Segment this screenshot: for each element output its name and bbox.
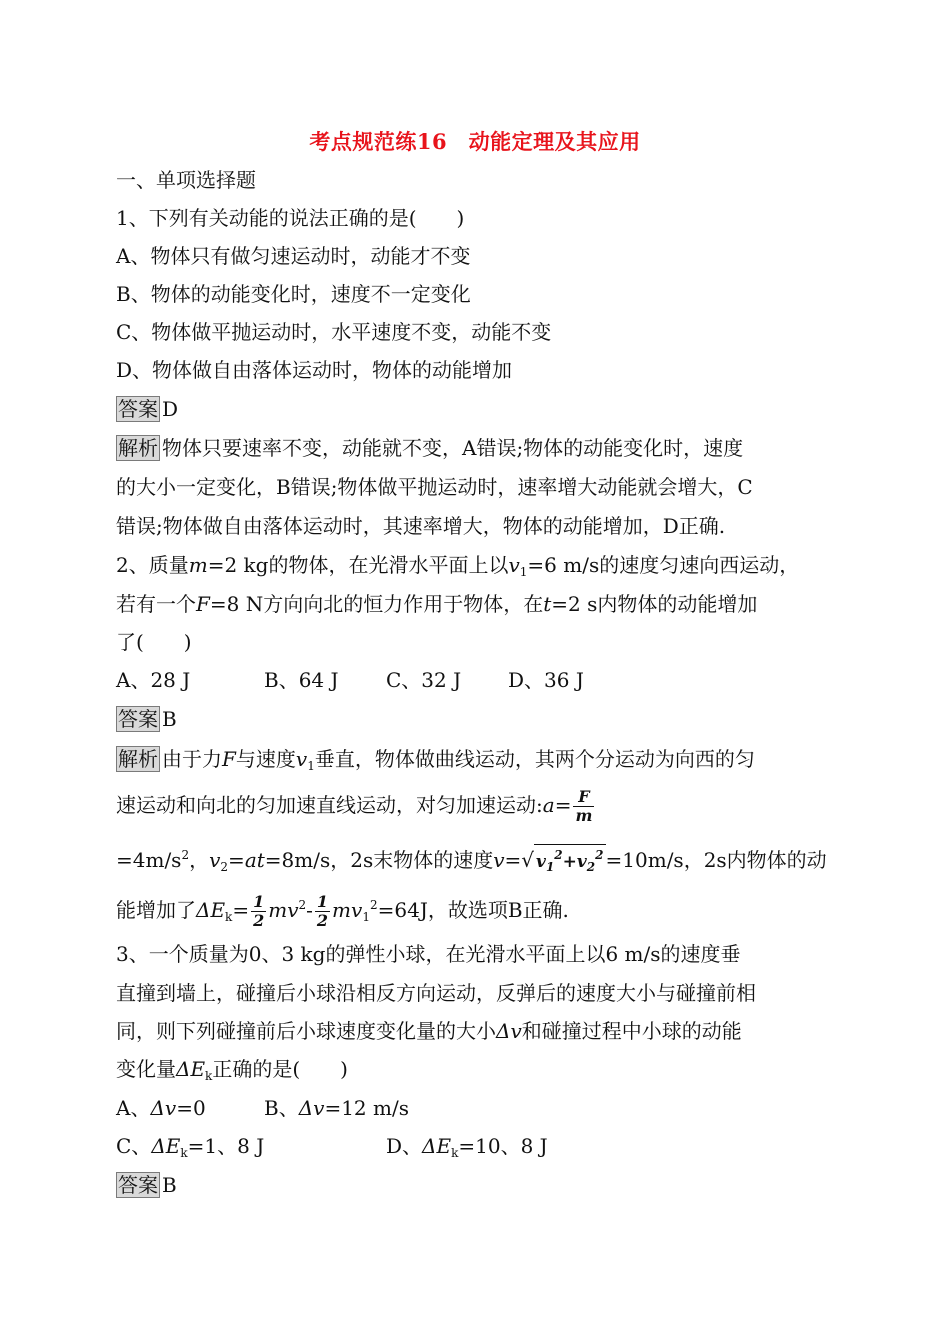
- subscript: 2: [586, 860, 596, 874]
- q2-text: =6 m/s的速度匀速向西运动，: [527, 553, 800, 577]
- q1-option-c: C、物体做平抛运动时，水平速度不变，动能不变: [116, 320, 552, 344]
- q3-answer-value: B: [162, 1173, 177, 1197]
- q1-stem: 1、下列有关动能的说法正确的是( ): [116, 206, 465, 230]
- superscript: 2: [369, 898, 378, 912]
- q3-options-row-1: [116, 1093, 409, 1123]
- var-a: a: [542, 793, 555, 817]
- q3-stem-line-1: 3、一个质量为0、3 kg的弹性小球，在光滑水平面上以6 m/s的速度垂: [116, 942, 741, 966]
- q2-analysis-text: 垂直，物体做曲线运动，其两个分运动为向西的匀: [314, 747, 755, 771]
- q2-analysis-text: 由于力: [162, 747, 222, 771]
- q3-answer: [116, 1170, 177, 1200]
- var-F: F: [196, 592, 210, 616]
- q2-analysis-text: 与速度: [235, 747, 296, 771]
- option-value: =1、8 J: [187, 1134, 265, 1158]
- q2-analysis-text: 能增加了: [116, 898, 196, 922]
- fraction-F-over-m: [573, 788, 594, 825]
- q1-answer-value: D: [162, 397, 179, 421]
- q3-option-c: [116, 1131, 386, 1168]
- option-prefix: C、: [116, 1134, 152, 1158]
- q1-analysis-line-1: [116, 433, 743, 463]
- var-v: v: [295, 747, 308, 771]
- minus-sign: -: [306, 898, 313, 922]
- subscript: k: [451, 1146, 459, 1160]
- analysis-tag: 解析: [118, 436, 158, 460]
- q3-text: 同，则下列碰撞前后小球速度变化量的大小: [116, 1019, 496, 1043]
- var-v: v: [209, 848, 221, 872]
- q2-stem-line-1: [116, 550, 799, 587]
- equals-sign: =: [554, 793, 572, 817]
- q3-text: 正确的是( ): [212, 1057, 348, 1081]
- option-prefix: A、: [116, 1096, 151, 1120]
- q3-option-b: [264, 1093, 409, 1123]
- var-t: t: [543, 592, 552, 616]
- superscript: 2: [595, 848, 604, 862]
- q2-option-a: A、28 J: [116, 668, 191, 692]
- subscript: 1: [307, 759, 315, 773]
- q2-analysis-text: =8m/s，2s末物体的速度: [264, 848, 494, 872]
- var-F: F: [222, 747, 236, 771]
- answer-tag: 答案: [118, 1173, 158, 1197]
- q2-text: =2 s内物体的动能增加: [551, 592, 758, 616]
- var-v: v: [493, 848, 505, 872]
- q2-text: =2 kg的物体，在光滑水平面上以: [207, 553, 509, 577]
- q2-answer: [116, 704, 177, 734]
- subscript: 1: [519, 565, 528, 579]
- q3-stem-line-3: [116, 1016, 742, 1046]
- q2-analysis-line-1: [116, 744, 755, 781]
- superscript: 2: [554, 848, 563, 862]
- subscript: k: [225, 910, 233, 924]
- option-prefix: D、: [386, 1134, 423, 1158]
- q2-stem-line-2: [116, 589, 757, 619]
- var-m: m: [332, 898, 352, 922]
- equals-sign: =: [232, 898, 250, 922]
- option-prefix: B、: [264, 1096, 299, 1120]
- fraction-numerator: 1: [316, 892, 329, 911]
- q2-stem-line-3: 了( ): [116, 630, 192, 654]
- analysis-tag: 解析: [118, 747, 158, 771]
- var-delta-E: ΔE: [176, 1057, 206, 1081]
- superscript: 2: [298, 898, 307, 912]
- q2-analysis-text: =10m/s，2s内物体的动: [605, 848, 827, 872]
- sqrt-expression: √ $v_1^2+v_2^2$: [521, 848, 605, 872]
- fraction-one-half: [315, 893, 330, 930]
- q3-option-a: [116, 1093, 264, 1123]
- subscript: k: [205, 1069, 213, 1083]
- var-m: m: [188, 553, 208, 577]
- q2-option-c: C、32 J: [386, 668, 462, 692]
- answer-tag: 答案: [118, 397, 158, 421]
- subscript: 1: [362, 910, 370, 924]
- q3-options-row-2: [116, 1131, 548, 1168]
- option-value: =12 m/s: [324, 1096, 409, 1120]
- equals-sign: =: [228, 848, 245, 872]
- answer-tag: 答案: [118, 707, 158, 731]
- var-v: v: [536, 852, 546, 872]
- q2-analysis-line-2: [116, 788, 596, 825]
- q1-option-d: D、物体做自由落体运动时，物体的动能增加: [116, 358, 513, 382]
- q2-analysis-text: ，: [189, 848, 210, 872]
- q2-analysis-line-3: [116, 840, 827, 882]
- subscript: 1: [545, 860, 555, 874]
- q1-option-b: B、物体的动能变化时，速度不一定变化: [116, 282, 471, 306]
- q3-text: 变化量: [116, 1057, 176, 1081]
- q3-stem-line-2: 直撞到墙上，碰撞后小球沿相反方向运动，反弹后的速度大小与碰撞前相: [116, 981, 756, 1005]
- section-heading: 一、单项选择题: [116, 168, 256, 192]
- page-title: 考点规范练16 动能定理及其应用: [309, 129, 641, 154]
- q2-option-b: B、64 J: [264, 668, 339, 692]
- q1-analysis-line-2: 的大小一定变化，B错误;物体做平抛运动时，速率增大动能就会增大，C: [116, 475, 753, 499]
- var-v: v: [576, 852, 587, 872]
- q3-text: 和碰撞过程中小球的动能: [521, 1019, 742, 1043]
- q2-analysis-text: =64J，故选项B正确.: [377, 898, 569, 922]
- q2-analysis-text: =4m/s: [116, 848, 182, 872]
- fraction-denominator: m: [575, 806, 593, 825]
- q1-analysis-text-1: 物体只要速率不变，动能就不变，A错误;物体的动能变化时，速度: [162, 436, 744, 460]
- q1-option-a: A、物体只有做匀速运动时，动能才不变: [116, 244, 471, 268]
- equals-sign: =: [504, 848, 522, 872]
- q2-analysis-line-4: [116, 890, 569, 932]
- superscript: 2: [181, 848, 190, 862]
- option-value: =10、8 J: [458, 1134, 548, 1158]
- q3-option-d: [386, 1131, 548, 1168]
- var-delta-v: Δv: [298, 1096, 325, 1120]
- q2-text: 若有一个: [116, 592, 196, 616]
- fraction-denominator: 2: [253, 911, 265, 930]
- var-v: v: [508, 553, 520, 577]
- q1-answer: [116, 394, 178, 424]
- fraction-one-half: [251, 893, 266, 930]
- option-value: =0: [176, 1096, 206, 1120]
- fraction-numerator: F: [573, 788, 594, 807]
- var-delta-v: Δv: [150, 1096, 177, 1120]
- q2-analysis-text: 速运动和向北的匀加速直线运动，对匀加速运动:: [116, 793, 543, 817]
- fraction-denominator: 2: [316, 911, 329, 930]
- q2-answer-value: B: [162, 707, 177, 731]
- q2-text: 2、质量: [116, 553, 189, 577]
- q2-option-d: D、36 J: [508, 668, 584, 692]
- q2-text: =8 N方向向北的恒力作用于物体，在: [209, 592, 544, 616]
- q3-stem-line-4: [116, 1054, 348, 1091]
- var-delta-E: ΔE: [196, 898, 226, 922]
- var-at: at: [244, 848, 265, 872]
- fraction-numerator: 1: [253, 892, 265, 911]
- var-mv: mv: [268, 898, 299, 922]
- q1-analysis-line-3: 错误;物体做自由落体运动时，其速率增大，物体的动能增加，D正确.: [116, 514, 726, 538]
- var-v: v: [351, 898, 363, 922]
- var-delta-E: ΔE: [422, 1134, 452, 1158]
- var-delta-v: Δv: [496, 1019, 522, 1043]
- var-delta-E: ΔE: [151, 1134, 181, 1158]
- q2-options: [116, 665, 584, 695]
- subscript: k: [180, 1146, 188, 1160]
- subscript: 2: [220, 860, 229, 874]
